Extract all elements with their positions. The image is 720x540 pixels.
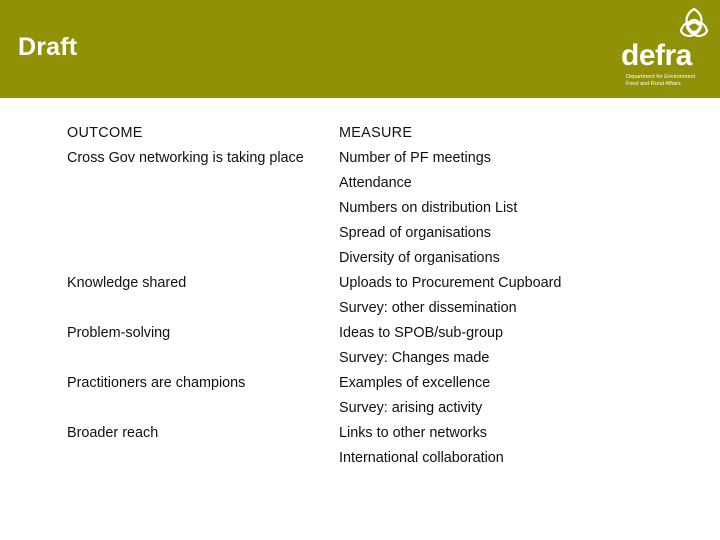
outcome-cell: Practitioners are champions bbox=[67, 374, 246, 391]
table-row bbox=[67, 245, 627, 270]
table-header-row bbox=[67, 120, 627, 145]
defra-wordmark: defra bbox=[621, 39, 692, 72]
table-row bbox=[67, 420, 627, 445]
measure-cell: Ideas to SPOB/sub-group bbox=[339, 324, 503, 341]
measure-cell: International collaboration bbox=[339, 449, 504, 466]
outcome-header: OUTCOME bbox=[67, 124, 143, 141]
measure-cell: Survey: Changes made bbox=[339, 349, 490, 366]
measure-cell: Diversity of organisations bbox=[339, 249, 500, 266]
defra-subtitle: Department for Environment Food and Rural Affairs bbox=[626, 74, 696, 87]
defra-logo bbox=[612, 5, 716, 93]
table-row bbox=[67, 395, 627, 420]
measure-header: MEASURE bbox=[339, 124, 413, 141]
slide-title: Draft bbox=[18, 33, 78, 61]
measure-cell: Links to other networks bbox=[339, 424, 487, 441]
measure-cell: Attendance bbox=[339, 174, 412, 191]
table-row bbox=[67, 270, 627, 295]
table-row bbox=[67, 145, 627, 170]
table-row bbox=[67, 220, 627, 245]
table-row bbox=[67, 195, 627, 220]
table-row bbox=[67, 170, 627, 195]
measure-cell: Uploads to Procurement Cupboard bbox=[339, 274, 562, 291]
outcome-cell: Problem-solving bbox=[67, 324, 171, 341]
measure-cell: Survey: other dissemination bbox=[339, 299, 517, 316]
measure-cell: Examples of excellence bbox=[339, 374, 491, 391]
measure-cell: Survey: arising activity bbox=[339, 399, 483, 416]
table-row bbox=[67, 445, 627, 470]
table-row bbox=[67, 320, 627, 345]
measure-cell: Spread of organisations bbox=[339, 224, 492, 241]
outcome-measure-table bbox=[67, 120, 627, 470]
measure-cell: Number of PF meetings bbox=[339, 149, 491, 166]
table-row bbox=[67, 370, 627, 395]
outcome-cell: Broader reach bbox=[67, 424, 159, 441]
measure-cell: Numbers on distribution List bbox=[339, 199, 518, 216]
outcome-cell: Knowledge shared bbox=[67, 274, 187, 291]
header-banner bbox=[0, 0, 720, 98]
table-row bbox=[67, 345, 627, 370]
table-row bbox=[67, 295, 627, 320]
outcome-cell: Cross Gov networking is taking place bbox=[67, 149, 304, 166]
